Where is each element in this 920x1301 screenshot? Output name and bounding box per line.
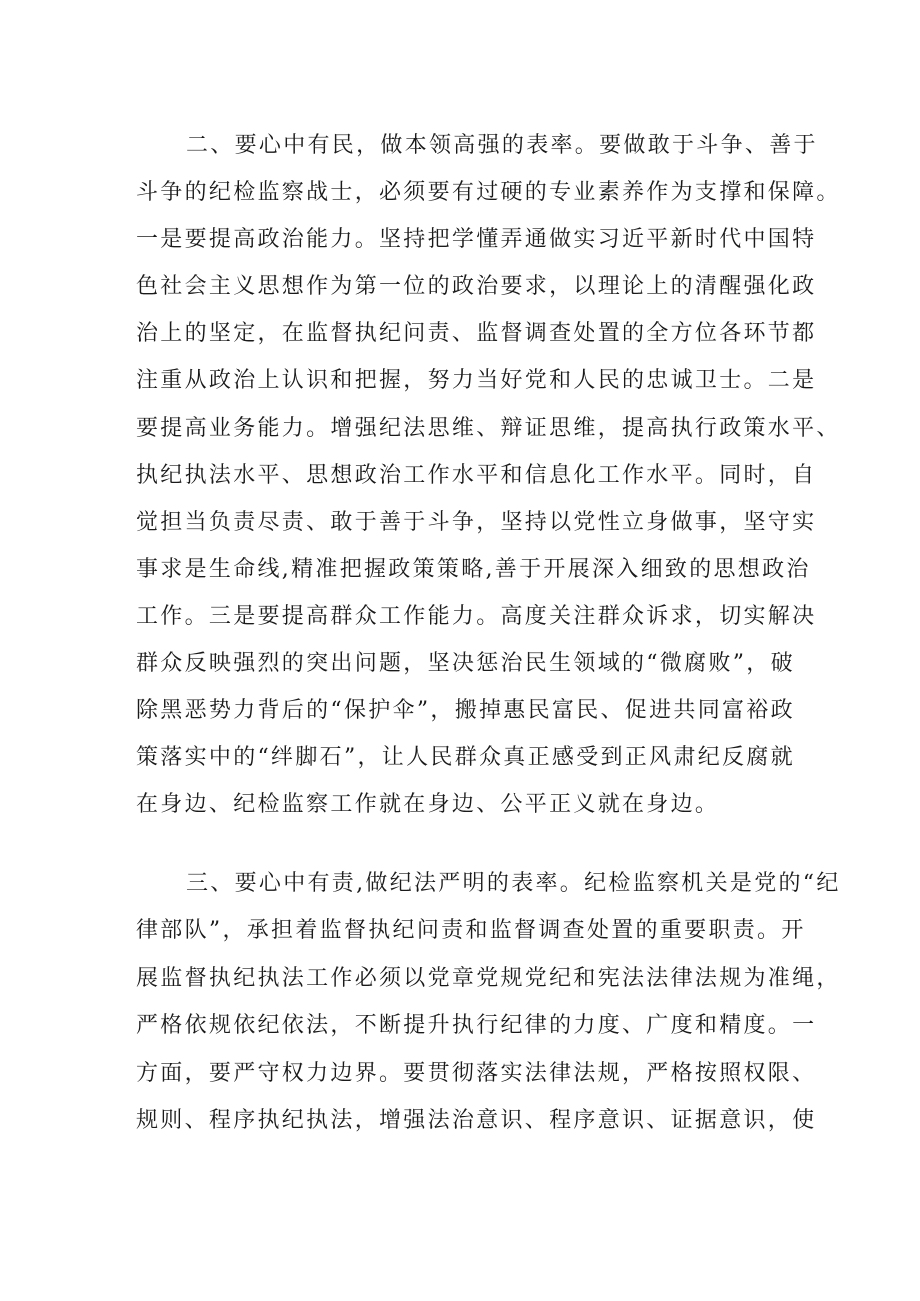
paragraph-line: 在身边、纪检监察工作就在身边、公平正义就在身边。 bbox=[136, 792, 720, 818]
paragraph-line: 三、要心中有责,做纪法严明的表率。纪检监察机关是党的“纪 bbox=[186, 871, 841, 896]
paragraph-line: 工作。三是要提高群众工作能力。高度关注群众诉求，切实解决 bbox=[136, 603, 817, 629]
paragraph-line: 事求是生命线,精准把握政策策略,善于开展深入细致的思想政治 bbox=[136, 556, 811, 582]
paragraph-section-three bbox=[136, 860, 841, 1144]
paragraph-line: 觉担当负责尽责、敢于善于斗争，坚持以党性立身做事，坚守实 bbox=[136, 509, 817, 535]
paragraph-line: 除黑恶势力背后的“保护伞”，搬掉惠民富民、促进共同富裕政 bbox=[136, 698, 795, 724]
paragraph-line: 斗争的纪检监察战士，必须要有过硬的专业素养作为支撑和保障。 bbox=[136, 180, 841, 206]
paragraph-line: 执纪执法水平、思想政治工作水平和信息化工作水平。同时，自 bbox=[136, 462, 817, 488]
paragraph-line: 色社会主义思想作为第一位的政治要求，以理论上的清醒强化政 bbox=[136, 274, 817, 300]
paragraph-line: 治上的坚定，在监督执纪问责、监督调查处置的全方位各环节都 bbox=[136, 321, 817, 347]
paragraph-section-two bbox=[136, 122, 841, 828]
paragraph-line: 展监督执纪执法工作必须以党章党规党纪和宪法法律法规为准绳， bbox=[136, 965, 841, 991]
paragraph-line: 注重从政治上认识和把握，努力当好党和人民的忠诚卫士。二是 bbox=[136, 368, 817, 394]
paragraph-line: 严格依规依纪依法，不断提升执行纪律的力度、广度和精度。一 bbox=[136, 1013, 817, 1039]
paragraph-line: 策落实中的“绊脚石”，让人民群众真正感受到正风肃纪反腐就 bbox=[136, 745, 795, 771]
paragraph-line: 二、要心中有民，做本领高强的表率。要做敢于斗争、善于 bbox=[186, 133, 818, 158]
paragraph-line: 规则、程序执纪执法，增强法治意识、程序意识、证据意识，使 bbox=[136, 1107, 817, 1133]
paragraph-line: 要提高业务能力。增强纪法思维、辩证思维，提高执行政策水平、 bbox=[136, 415, 841, 441]
paragraph-line: 方面，要严守权力边界。要贯彻落实法律法规，严格按照权限、 bbox=[136, 1060, 817, 1086]
paragraph-line: 群众反映强烈的突出问题，坚决惩治民生领域的“微腐败”，破 bbox=[136, 651, 795, 677]
paragraph-line: 一是要提高政治能力。坚持把学懂弄通做实习近平新时代中国特 bbox=[136, 227, 817, 253]
paragraph-line: 律部队”，承担着监督执纪问责和监督调查处置的重要职责。开 bbox=[136, 918, 806, 944]
